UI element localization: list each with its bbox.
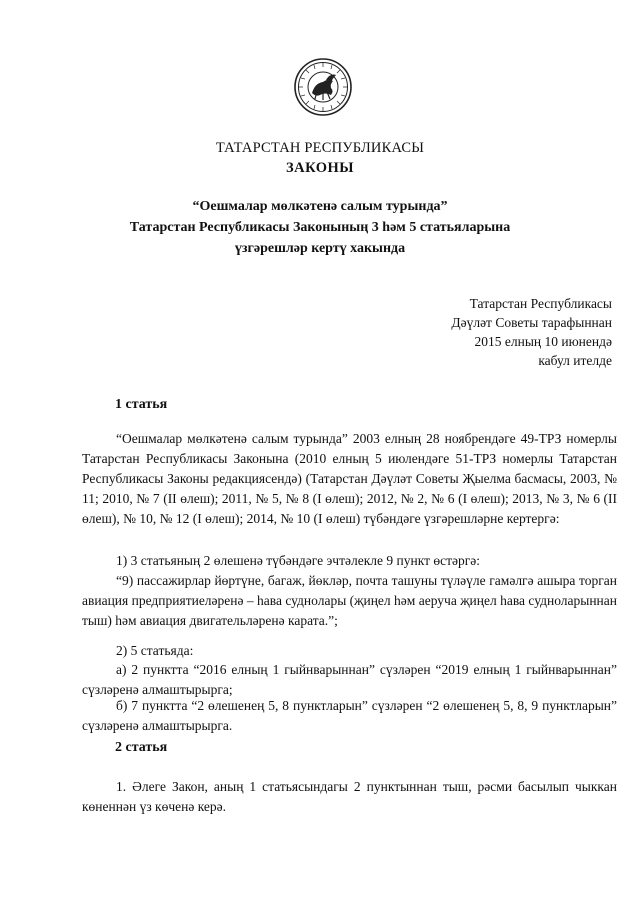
state-emblem-icon xyxy=(293,57,353,117)
adoption-line: кабул ителде xyxy=(538,353,612,368)
document-type: ЗАКОНЫ xyxy=(285,160,355,176)
adoption-line: Татарстан Республикасы xyxy=(469,296,612,311)
article-1-item-2b: б) 7 пунктта “2 өлешенең 5, 8 пунктларын” сүзләрен “2 өлешенең 5, 8, 9 пунктларын” сүзләренә алмаштырырга. xyxy=(82,698,617,733)
article-1-item-1-text: “9) пассажирлар йөртүне, багаж, йөкләр, почта ташуны түләүле гамәлгә ашыра торган авиация предприятиеләренә – һава суднолары (җиңел һәм аеруча җиңел һава судноларыннан тыш) һәм авиация двигательләренә карата.”; xyxy=(82,573,617,628)
adoption-info xyxy=(451,294,612,370)
article-1-heading: 1 статья xyxy=(115,397,168,412)
article-1-item-1-intro: 1) 3 статьяның 2 өлешенә түбәндәге эчтәлекле 9 пункт өстәргә: xyxy=(116,553,481,568)
adoption-line: 2015 елның 10 июнендә xyxy=(474,334,612,349)
law-title-line: Татарстан Республикасы Законының 3 һәм 5 статьяларына xyxy=(129,220,511,235)
article-1-item-2a: а) 2 пунктта “2016 елның 1 гыйнварыннан” сүзләрен “2019 елның 1 гыйнварыннан” сүзләренә алмаштырырга; xyxy=(82,662,617,697)
authority-name: ТАТАРСТАН РЕСПУБЛИКАСЫ xyxy=(215,140,425,156)
adoption-line: Дәүләт Советы тарафыннан xyxy=(451,315,612,330)
article-1-paragraph: “Оешмалар мөлкәтенә салым турында” 2003 елның 28 ноябрендәге 49-ТРЗ номерлы Татарстан Республикасы Законына (2010 елның 5 июлендәге 51-ТРЗ номерлы Татарстан Республикасы Законы редакциясендә) (Татарстан Дәүләт Советы Җыелма басмасы, 2003, № 11; 2010, № 7 (II өлеш); 2011, № 5, № 8 (I өлеш); 2012, № 2, № 6 (I өлеш); 2013, № 3, № 6 (II өлеш), № 10, № 12 (I өлеш); 2014, № 10 (I өлеш) түбәндәге үзгәрешләрне кертергә: xyxy=(82,431,617,526)
article-2-paragraph-1: 1. Әлеге Закон, аның 1 статьясындагы 2 пунктыннан тыш, рәсми басылып чыккан көненнән үз көченә керә. xyxy=(82,779,617,814)
law-title xyxy=(0,196,640,259)
article-1-item-2-intro: 2) 5 статьяда: xyxy=(116,643,194,658)
article-2-heading: 2 статья xyxy=(115,740,168,755)
law-title-line: үзгәрешләр кертү хакында xyxy=(234,241,406,256)
law-title-line: “Оешмалар мөлкәтенә салым турында” xyxy=(192,199,448,214)
